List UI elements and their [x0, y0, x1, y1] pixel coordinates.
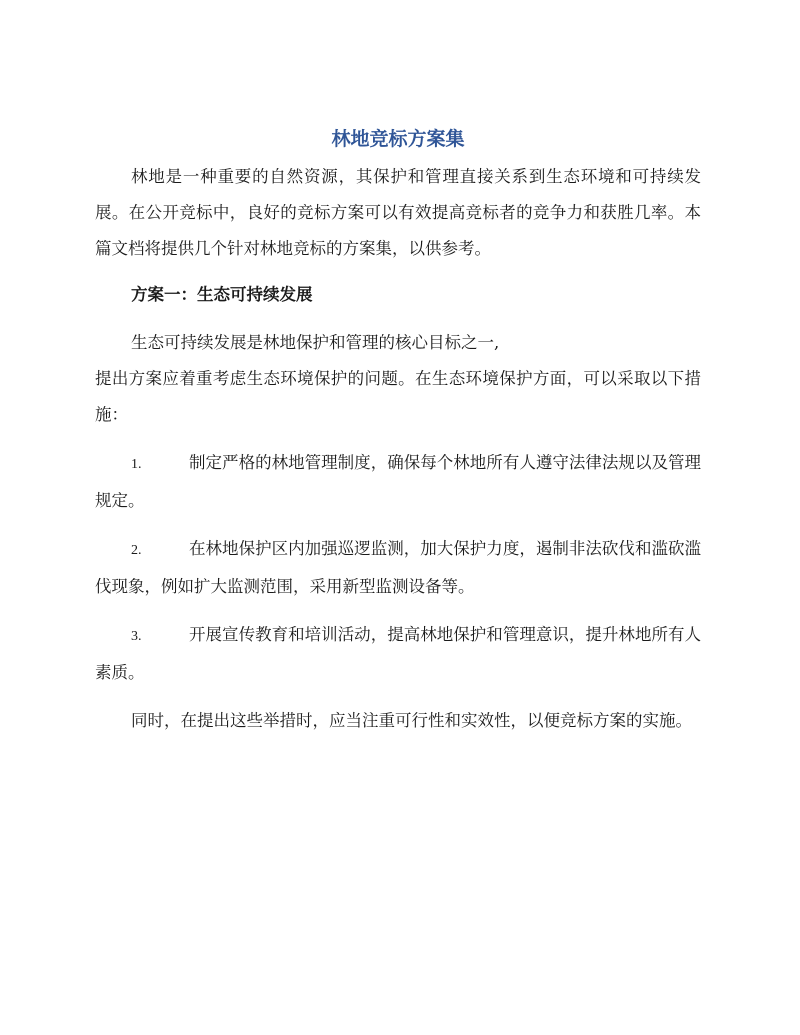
section-paragraph-line1: 生态可持续发展是林地保护和管理的核心目标之一,: [131, 333, 500, 352]
list-item-number: 1.: [131, 457, 142, 472]
list-item-text: 开展宣传教育和培训活动，提高林地保护和管理意识，提升林地所有人素质。: [95, 625, 701, 682]
section-paragraph-line2: 提出方案应着重考虑生态环境保护的问题。在生态环境保护方面，可以采取以下措施：: [95, 369, 701, 424]
list-item: [95, 445, 701, 519]
list-item-number: 3.: [131, 629, 142, 644]
section-heading: 方案一：生态可持续发展: [131, 285, 313, 304]
list-item-text: 在林地保护区内加强巡逻监测，加大保护力度，遏制非法砍伐和滥砍滥伐现象，例如扩大监测范围，采用新型监测设备等。: [95, 539, 701, 596]
list-item: [95, 531, 701, 605]
list-item-number: 2.: [131, 543, 142, 558]
list-item: [95, 617, 701, 691]
document-page: [95, 125, 701, 739]
intro-paragraph: 林地是一种重要的自然资源，其保护和管理直接关系到生态环境和可持续发展。在公开竞标中，良好的竞标方案可以有效提高竞标者的竞争力和获胜几率。本篇文档将提供几个针对林地竞标的方案集，以供参考。: [95, 167, 701, 258]
list-item-text: 制定严格的林地管理制度，确保每个林地所有人遵守法律法规以及管理规定。: [95, 453, 701, 510]
document-title: 林地竞标方案集: [331, 128, 465, 150]
closing-paragraph: 同时，在提出这些举措时，应当注重可行性和实效性，以便竞标方案的实施。: [131, 711, 692, 730]
